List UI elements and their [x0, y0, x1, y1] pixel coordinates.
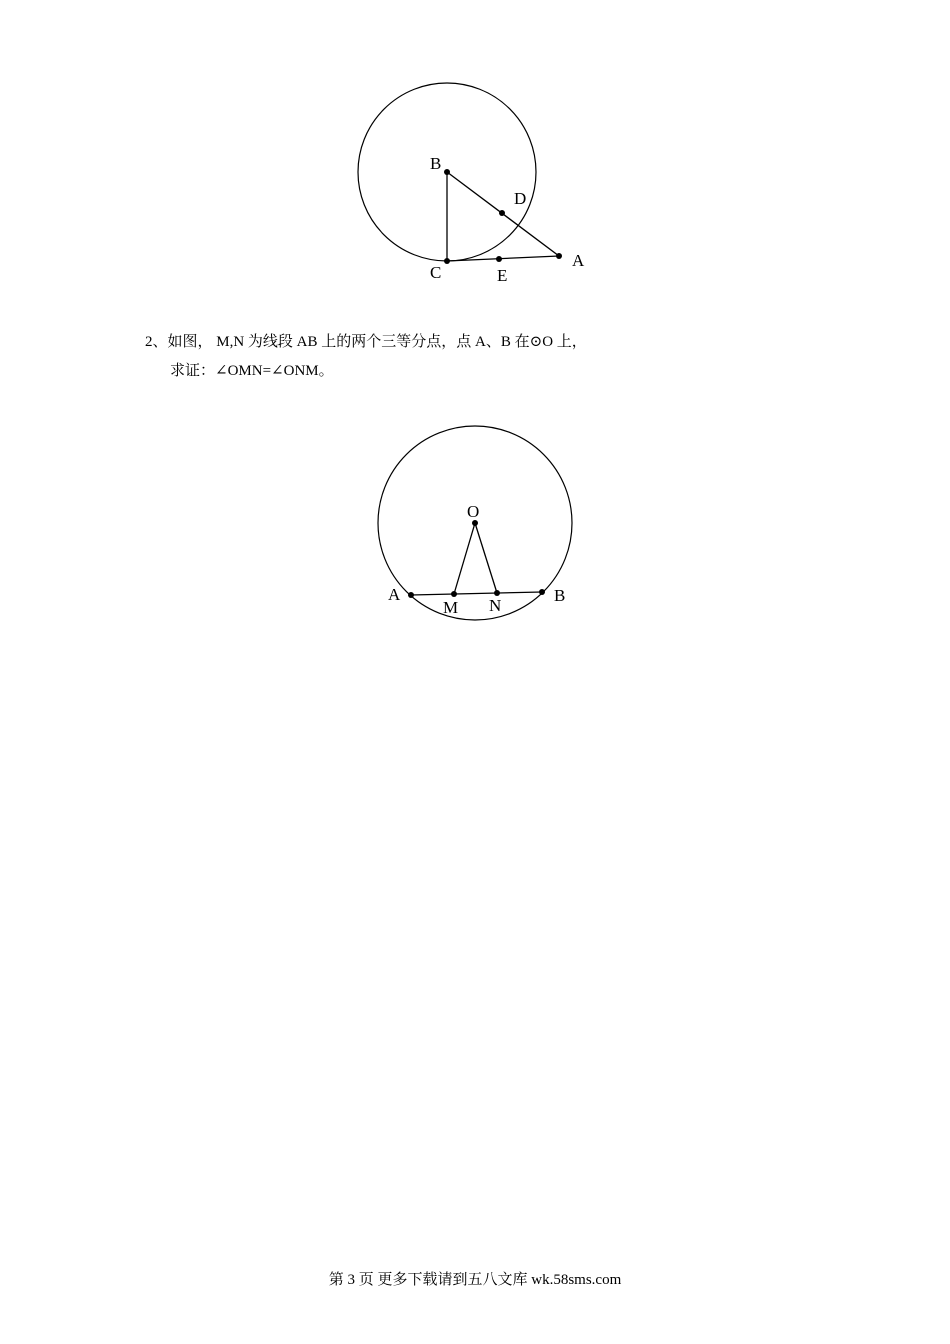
point-a2 [408, 592, 414, 598]
label-m: M [443, 598, 459, 617]
label-e: E [497, 266, 508, 285]
problem-number: 2、 [145, 334, 168, 350]
problem-line-1 [145, 328, 587, 357]
label-a2: A [388, 585, 401, 604]
problem-2 [145, 328, 587, 386]
segment-ca [447, 256, 559, 261]
label-n: N [489, 596, 502, 615]
label-b: B [430, 154, 442, 173]
proof-prefix: 求证： [170, 363, 216, 379]
circle-dot-symbol: ⊙ [529, 334, 543, 350]
problem-text-1: 如图， M,N 为线段 AB 上的两个三等分点，点 A、B 在 [167, 334, 530, 350]
point-a [556, 253, 562, 259]
figure-2-circle-chord [370, 420, 590, 630]
chord-ab [411, 592, 542, 595]
point-d [499, 210, 505, 216]
page-footer: 第 3 页 更多下载请到五八文库 wk.58sms.com [328, 1272, 622, 1288]
point-b2 [539, 589, 545, 595]
point-b [444, 169, 450, 175]
label-c: C [430, 263, 442, 282]
proof-statement: ∠OMN=∠ONM。 [215, 363, 334, 379]
point-c [444, 258, 450, 264]
label-b2: B [554, 586, 566, 605]
problem-line-2 [145, 357, 587, 386]
segment-om [454, 523, 475, 594]
label-a: A [572, 251, 585, 270]
problem-text-2: O 上， [542, 334, 587, 350]
label-d: D [514, 189, 527, 208]
label-o: O [467, 502, 480, 521]
point-m [451, 591, 457, 597]
figure-1-circle-triangle [330, 70, 630, 300]
point-e [496, 256, 502, 262]
segment-on [475, 523, 497, 593]
